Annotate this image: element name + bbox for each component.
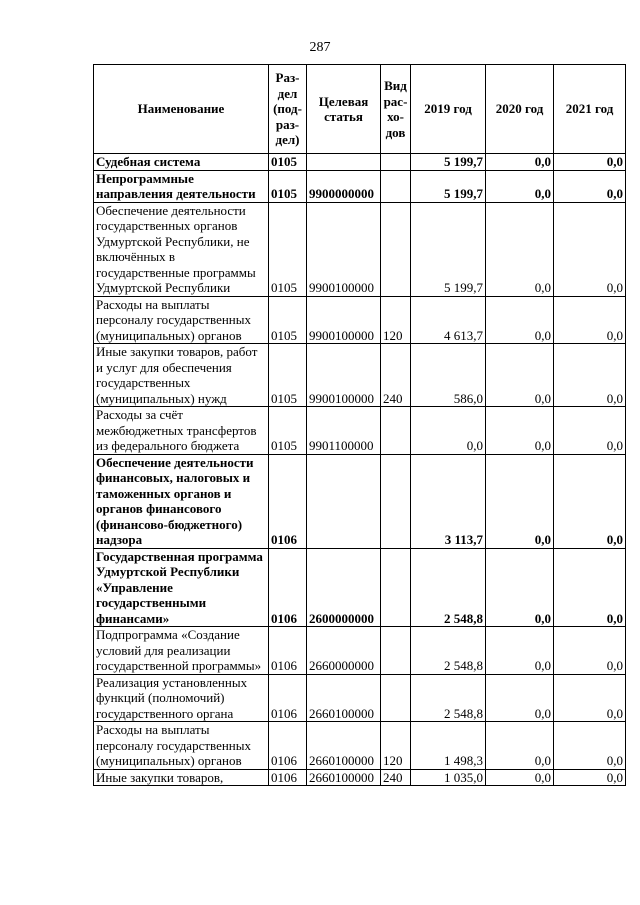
row-2021: 0,0 xyxy=(554,722,626,770)
row-section: 0106 xyxy=(269,769,307,786)
row-vid xyxy=(381,454,411,548)
row-2021: 0,0 xyxy=(554,344,626,407)
table-row xyxy=(94,454,626,548)
row-2019: 5 199,7 xyxy=(411,154,486,171)
row-vid: 120 xyxy=(381,722,411,770)
table-row xyxy=(94,722,626,770)
row-section: 0105 xyxy=(269,344,307,407)
row-vid xyxy=(381,548,411,627)
row-2020: 0,0 xyxy=(486,548,554,627)
row-name: Государственная программа Удмуртской Республики «Управление государственными финансами» xyxy=(94,548,269,627)
row-2019: 1 498,3 xyxy=(411,722,486,770)
row-section: 0105 xyxy=(269,170,307,202)
row-2019: 2 548,8 xyxy=(411,627,486,675)
row-name: Обеспечение деятельности финансовых, налоговых и таможенных органов и органов финансового (финансово-бюджетного) надзора xyxy=(94,454,269,548)
table-row xyxy=(94,170,626,202)
row-vid xyxy=(381,170,411,202)
row-article: 2660000000 xyxy=(307,627,381,675)
row-section: 0105 xyxy=(269,202,307,296)
row-name: Расходы на выплаты персоналу государственных (муниципальных) органов xyxy=(94,722,269,770)
row-section: 0105 xyxy=(269,154,307,171)
row-2021: 0,0 xyxy=(554,407,626,455)
row-2019: 0,0 xyxy=(411,407,486,455)
row-article: 2660100000 xyxy=(307,722,381,770)
header-row xyxy=(94,65,626,154)
row-2019: 5 199,7 xyxy=(411,170,486,202)
row-2020: 0,0 xyxy=(486,674,554,722)
row-2020: 0,0 xyxy=(486,154,554,171)
row-article: 9901100000 xyxy=(307,407,381,455)
row-name: Иные закупки товаров, работ и услуг для обеспечения государственных (муниципальных) нужд xyxy=(94,344,269,407)
row-2020: 0,0 xyxy=(486,296,554,344)
row-section: 0106 xyxy=(269,454,307,548)
row-name: Судебная система xyxy=(94,154,269,171)
header-2020: 2020 год xyxy=(486,65,554,154)
row-name: Подпрограмма «Создание условий для реализации государственной программы» xyxy=(94,627,269,675)
table-row xyxy=(94,769,626,786)
header-name: Наименование xyxy=(94,65,269,154)
row-2020: 0,0 xyxy=(486,344,554,407)
table-row xyxy=(94,548,626,627)
header-2019: 2019 год xyxy=(411,65,486,154)
row-article xyxy=(307,454,381,548)
row-2019: 2 548,8 xyxy=(411,674,486,722)
header-2021: 2021 год xyxy=(554,65,626,154)
row-2020: 0,0 xyxy=(486,722,554,770)
row-vid: 120 xyxy=(381,296,411,344)
row-section: 0106 xyxy=(269,722,307,770)
row-2020: 0,0 xyxy=(486,170,554,202)
row-2020: 0,0 xyxy=(486,202,554,296)
row-2021: 0,0 xyxy=(554,170,626,202)
row-vid xyxy=(381,154,411,171)
page-number: 287 xyxy=(309,40,331,55)
row-section: 0106 xyxy=(269,627,307,675)
row-article: 2660100000 xyxy=(307,674,381,722)
row-vid xyxy=(381,674,411,722)
row-section: 0106 xyxy=(269,674,307,722)
row-2020: 0,0 xyxy=(486,769,554,786)
table-row xyxy=(94,154,626,171)
budget-table xyxy=(93,64,626,786)
row-2021: 0,0 xyxy=(554,202,626,296)
row-name: Реализация установленных функций (полномочий) государственного органа xyxy=(94,674,269,722)
row-2019: 586,0 xyxy=(411,344,486,407)
row-vid xyxy=(381,407,411,455)
table-row xyxy=(94,674,626,722)
row-2021: 0,0 xyxy=(554,674,626,722)
row-vid xyxy=(381,202,411,296)
row-2019: 2 548,8 xyxy=(411,548,486,627)
table-row xyxy=(94,202,626,296)
header-section: Раз-дел (под-раз-дел) xyxy=(269,65,307,154)
row-2021: 0,0 xyxy=(554,548,626,627)
header-vid: Вид рас-хо-дов xyxy=(381,65,411,154)
row-name: Расходы на выплаты персоналу государственных (муниципальных) органов xyxy=(94,296,269,344)
row-2021: 0,0 xyxy=(554,296,626,344)
row-name: Непрограммные направления деятельности xyxy=(94,170,269,202)
row-article xyxy=(307,154,381,171)
row-2021: 0,0 xyxy=(554,627,626,675)
table-row xyxy=(94,407,626,455)
row-2019: 4 613,7 xyxy=(411,296,486,344)
row-article: 9900100000 xyxy=(307,344,381,407)
row-name: Обеспечение деятельности государственных органов Удмуртской Республики, не включённых в государственные программы Удмуртской Республики xyxy=(94,202,269,296)
table-row xyxy=(94,296,626,344)
row-2019: 5 199,7 xyxy=(411,202,486,296)
row-2019: 3 113,7 xyxy=(411,454,486,548)
row-2021: 0,0 xyxy=(554,454,626,548)
row-article: 2660100000 xyxy=(307,769,381,786)
row-section: 0106 xyxy=(269,548,307,627)
row-section: 0105 xyxy=(269,296,307,344)
table-row xyxy=(94,344,626,407)
table-row xyxy=(94,627,626,675)
row-2021: 0,0 xyxy=(554,769,626,786)
row-article: 9900100000 xyxy=(307,202,381,296)
row-vid: 240 xyxy=(381,344,411,407)
row-article: 9900100000 xyxy=(307,296,381,344)
row-name: Иные закупки товаров, xyxy=(94,769,269,786)
header-article: Целевая статья xyxy=(307,65,381,154)
row-2021: 0,0 xyxy=(554,154,626,171)
row-section: 0105 xyxy=(269,407,307,455)
row-vid: 240 xyxy=(381,769,411,786)
row-article: 9900000000 xyxy=(307,170,381,202)
row-2020: 0,0 xyxy=(486,627,554,675)
row-2020: 0,0 xyxy=(486,454,554,548)
row-2020: 0,0 xyxy=(486,407,554,455)
row-vid xyxy=(381,627,411,675)
row-article: 2600000000 xyxy=(307,548,381,627)
row-2019: 1 035,0 xyxy=(411,769,486,786)
row-name: Расходы за счёт межбюджетных трансфертов из федерального бюджета xyxy=(94,407,269,455)
